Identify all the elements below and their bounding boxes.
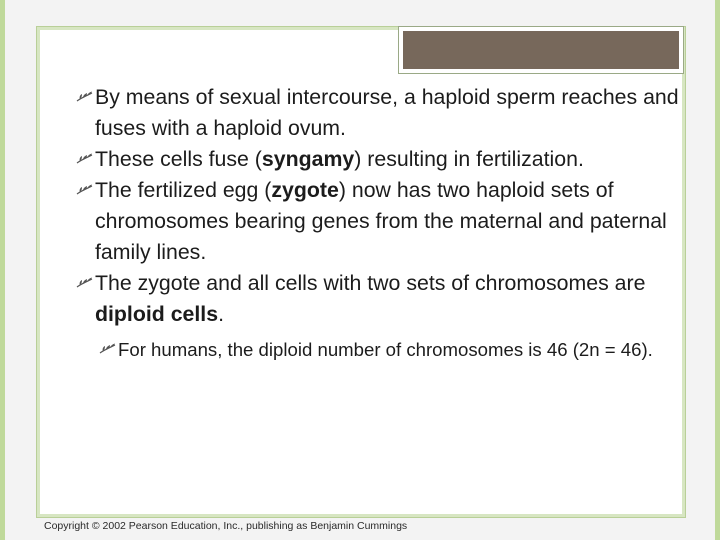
bullet-item <box>76 175 686 268</box>
term-zygote: zygote <box>271 178 339 202</box>
bullet-item <box>76 268 686 330</box>
bullet-text: The fertilized egg ( <box>95 178 272 202</box>
term-syngamy: syngamy <box>261 147 355 171</box>
term-diploid-cells: diploid cells <box>95 302 219 326</box>
leaf-sprig-icon <box>76 91 93 103</box>
right-accent-stripe <box>715 0 720 540</box>
bullet-text: The zygote and all cells with two sets of chromosomes are <box>95 271 646 295</box>
bullet-text: ) resulting in fertilization. <box>354 147 584 171</box>
leaf-sprig-icon <box>76 184 93 196</box>
leaf-sprig-icon <box>76 277 93 289</box>
bullet-item <box>76 144 686 175</box>
leaf-sprig-icon <box>76 153 93 165</box>
slide-body <box>76 82 686 363</box>
sub-bullet-text: For humans, the diploid number of chromosomes is 46 (2n = 46). <box>118 339 653 360</box>
bullet-text: ) now has two haploid sets of chromosomes bearing genes from the maternal and paternal family lines. <box>95 178 667 264</box>
copyright-footer: Copyright © 2002 Pearson Education, Inc., publishing as Benjamin Cummings <box>44 520 408 532</box>
leaf-sprig-icon <box>99 343 116 355</box>
left-accent-stripe <box>0 0 5 540</box>
bullet-item <box>76 82 686 144</box>
bullet-text: These cells fuse ( <box>95 147 262 171</box>
header-color-box <box>399 27 683 73</box>
bullet-text: By means of sexual intercourse, a haploid sperm reaches and fuses with a haploid ovum. <box>95 85 679 140</box>
sub-bullet-item <box>99 336 686 363</box>
bullet-text: . <box>218 302 224 326</box>
